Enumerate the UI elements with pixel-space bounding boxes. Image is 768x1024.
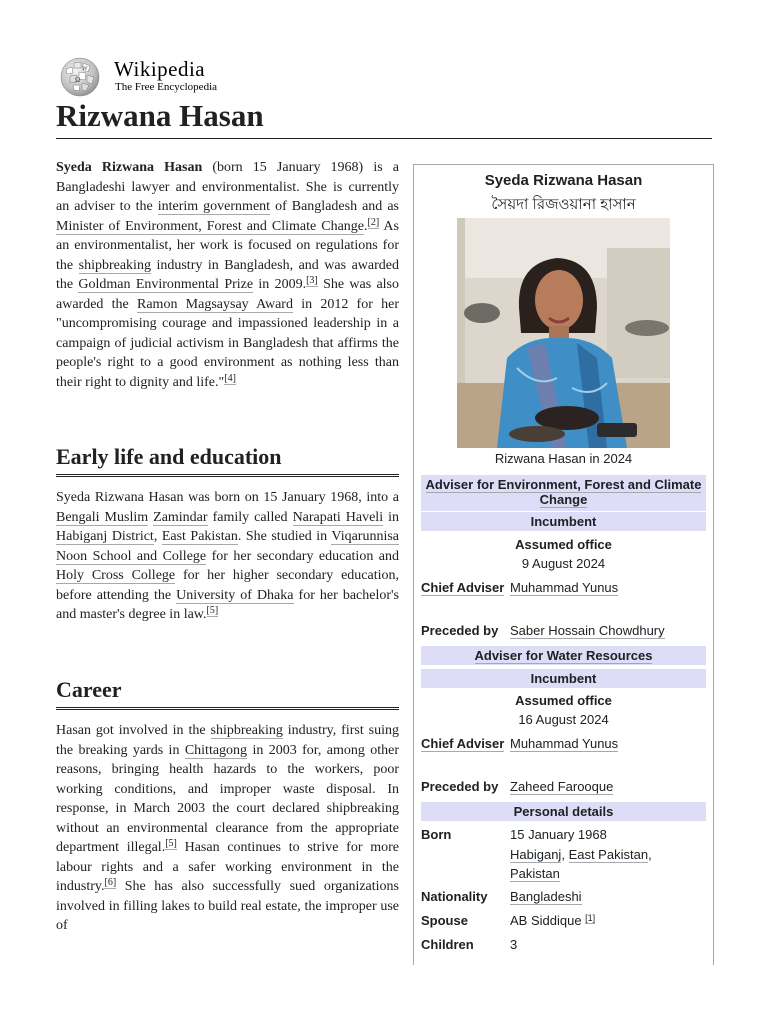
link-viqarunnisa[interactable]: Viqarunnisa Noon School and College [56,529,400,564]
heading-career: Career [56,676,399,710]
office-water-preceded-value [510,777,706,797]
link-zamindar[interactable]: Zamindar [153,509,208,525]
link-adviser-environment[interactable]: Adviser for Environment, Forest and Climate Change [425,477,702,507]
link-interim-government[interactable]: interim government [157,199,271,214]
office-environment-header [421,475,706,511]
infobox-name-bengali: সৈয়দা রিজওয়ানা হাসান [491,196,636,213]
office-environment-assumed-label: Assumed office [515,537,612,552]
svg-text:W: W [82,66,88,72]
office-environment-chief-label [421,578,506,598]
born-place: Habiganj, East Pakistan, [510,846,652,862]
portrait-photo[interactable] [457,218,670,448]
wikipedia-tagline: The Free Encyclopedia [115,81,218,93]
office-water-status: Incumbent [421,669,706,688]
wikipedia-logo[interactable] [56,55,276,95]
link-saber-hossain-chowdhury[interactable]: Saber Hossain Chowdhury [510,623,665,638]
office-environment-preceded-value [510,621,706,641]
born-country [510,864,706,884]
born-label: Born [421,827,452,842]
career-section [56,721,399,933]
ref-5[interactable]: [5] [206,605,219,616]
ref-3[interactable]: [3] [306,275,318,286]
ref-4[interactable]: [4] [224,372,236,384]
children-value: 3 [510,937,518,952]
nationality-value [510,887,706,907]
link-goldman-prize[interactable]: Goldman Environmental Prize [78,277,254,292]
infobox [413,164,714,965]
link-muhammad-yunus-2[interactable]: Muhammad Yunus [510,736,619,751]
office-water-preceded-label: Preceded by [421,779,499,794]
ref-5-career[interactable]: [5] [165,838,177,849]
link-habiganj[interactable]: Habiganj [510,846,562,862]
link-habiganj-district[interactable]: Habiganj District [56,529,154,544]
office-water-chief-label [421,734,506,754]
intro-paragraph: Syeda Rizwana Hasan (born 15 January 1968) is a Bangladeshi lawyer and environmentalist. She is currently an adviser to the interim government of Bangladesh and as Minister of Environment, Forest and Climate Change.[2] As an environmentalist, her work is focused on regulations for the shipbreaking industry in Bangladesh, and was awarded the Goldman Environmental Prize in 2009.[3] She was also awarded the Ramon Magsaysay Award in 2012 for her "uncompromising courage and impassioned leadership in a campaign of judicial activism in Bangladesh that affirms the people's right to a good environment as nothing less than their right to dignity and life."[4] [56,160,400,390]
children-label: Children [421,937,474,952]
wikipedia-globe-icon [56,55,104,97]
spouse-value: AB Siddique [1] [510,913,596,928]
link-bangladeshi[interactable]: Bangladeshi [510,889,582,904]
link-adviser-water[interactable]: Adviser for Water Resources [474,648,653,663]
office-water-assumed-label: Assumed office [515,693,612,708]
spouse-label: Spouse [421,913,468,928]
ref-6[interactable]: [6] [104,877,117,888]
subject-name: Syeda Rizwana Hasan [56,160,203,175]
link-muhammad-yunus-1[interactable]: Muhammad Yunus [510,580,619,595]
office-environment-preceded-label: Preceded by [421,623,499,638]
early-life-paragraph: Syeda Rizwana Hasan was born on 15 January 1968, into a Bengali Muslim Zamindar family called Narapati Haveli in Habiganj District, East Pakistan. She studied in Viqarunnisa Noon School and College for her secondary education and Holy Cross College for her higher secondary education, before attending the University of Dhaka for her bachelor's and master's degree in law.[5] [56,490,400,622]
link-east-pakistan-born[interactable]: East Pakistan [568,846,649,862]
office-water-chief-value [510,734,706,754]
link-zaheed-farooque[interactable]: Zaheed Farooque [510,779,614,794]
photo-caption: Rizwana Hasan in 2024 [494,451,633,466]
career-paragraph: Hasan got involved in the shipbreaking industry, first suing the breaking yards in Chittagong in 2003 for, among other reasons, bringing health hazards to the workers, poor working conditions, and improper waste disposal. In response, in March 2003 the court declared shipbreaking without an environmental clearance from the appropriate department illegal.[5] Hasan continues to strive for more labour rights and a safer working environment in the industry.[6] She has also successfully sued organizations involved in filling lakes to build real estate, the improper use of [56,723,399,933]
link-magsaysay-award[interactable]: Ramon Magsaysay Award [137,296,293,312]
infobox-name: Syeda Rizwana Hasan [484,172,643,189]
ref-2[interactable]: [2] [367,216,380,228]
link-narapati-haveli[interactable]: Narapati Haveli [292,509,384,525]
office-environment-assumed-date: 9 August 2024 [521,556,606,571]
svg-text:Ω: Ω [75,76,81,84]
office-water-header [421,646,706,665]
link-shipbreaking-career[interactable]: shipbreaking [210,723,283,738]
link-bengali-muslim[interactable]: Bengali Muslim [56,509,149,525]
link-pakistan[interactable]: Pakistan [510,866,560,881]
link-minister-environment[interactable]: Minister of Environment, Forest and Climate Change [56,218,365,234]
link-east-pakistan[interactable]: East Pakistan [161,529,238,544]
office-environment-status: Incumbent [421,512,706,531]
personal-details-header: Personal details [421,802,706,821]
heading-early-life: Early life and education [56,443,399,477]
wikipedia-wordmark: Wikipedia [114,57,206,81]
office-environment-chief-value [510,578,706,598]
link-university-of-dhaka[interactable]: University of Dhaka [176,587,294,603]
intro-section [56,158,399,392]
link-holy-cross-college[interactable]: Holy Cross College [56,568,176,583]
link-shipbreaking[interactable]: shipbreaking [78,257,151,273]
link-chittagong[interactable]: Chittagong [184,742,248,758]
early-life-section [56,488,399,625]
link-chief-adviser-2[interactable]: Chief Adviser [421,736,505,751]
link-chief-adviser-1[interactable]: Chief Adviser [421,580,505,595]
born-date: 15 January 1968 [510,827,607,842]
nationality-label: Nationality [421,889,488,904]
ref-1-spouse[interactable]: [1] [585,913,596,923]
portrait-image [457,218,670,448]
born-value [510,825,706,884]
office-water-assumed-date: 16 August 2024 [518,712,609,727]
page-title: Rizwana Hasan [56,97,712,139]
